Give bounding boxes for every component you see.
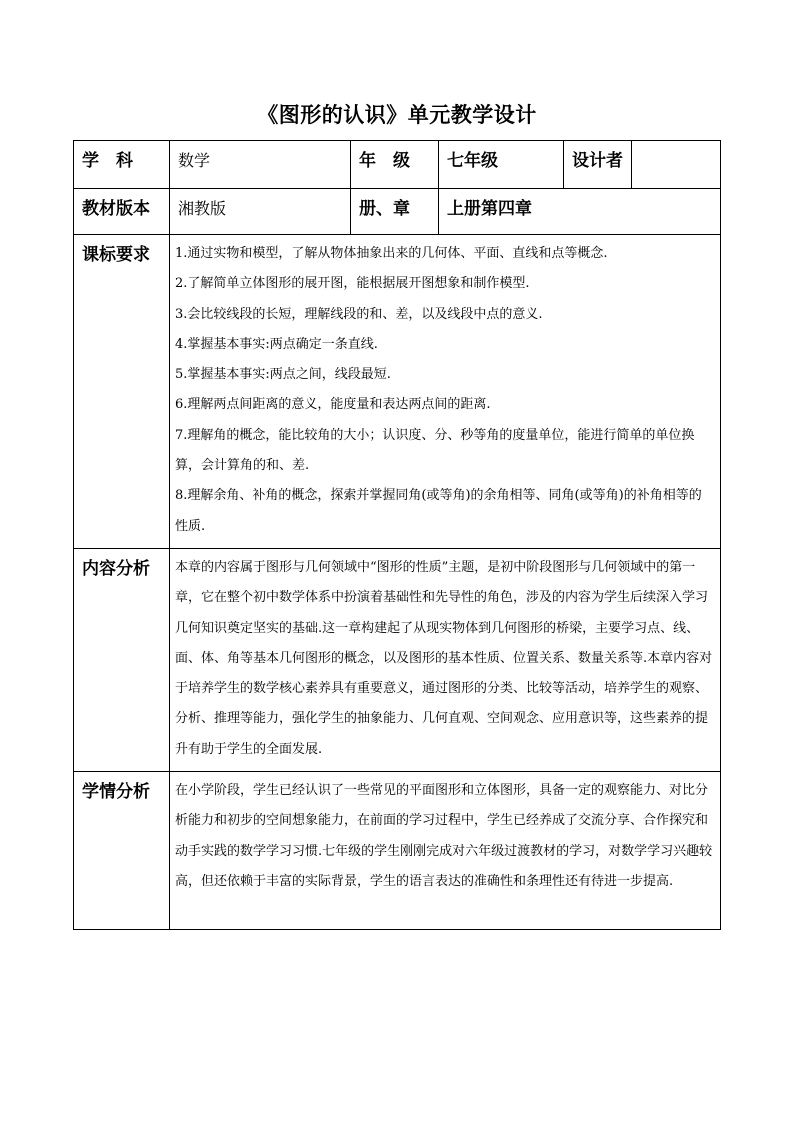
standards-item: 5.掌握基本事实:两点之间，线段最短. <box>175 367 391 383</box>
learner-analysis-text: 在小学阶段，学生已经认识了一些常见的平面图形和立体图形，具备一定的观察能力、对比分析能力和初步的空间想象能力，在前面的学习过程中，学生已经养成了交流分享、合作探究和动手实践的数学学习习惯.七年级的学生刚刚完成对六年级过渡教材的学习，对数学学习兴趣较高，但还依赖于丰富的实际背景，学生的语言表达的准确性和条理性还有待进一步提高. <box>170 772 721 930</box>
version-value: 湘教版 <box>170 189 351 235</box>
subject-label: 学 科 <box>74 141 170 189</box>
volume-label: 册、章 <box>351 189 439 235</box>
standards-content <box>170 235 721 549</box>
document-title: 《图形的认识》单元教学设计 <box>257 102 537 127</box>
standards-row <box>74 235 721 549</box>
standards-item: 1.通过实物和模型，了解从物体抽象出来的几何体、平面、直线和点等概念. <box>175 246 608 261</box>
grade-label: 年 级 <box>351 141 439 189</box>
lesson-design-table <box>73 140 721 930</box>
standards-item: 6.理解两点间距离的意义，能度量和表达两点间的距离. <box>175 397 491 413</box>
standards-item: 7.理解角的概念，能比较角的大小；认识度、分、秒等角的度量单位，能进行简单的单位换算，会计算角的和、差. <box>175 427 695 474</box>
standards-label: 课标要求 <box>74 235 170 549</box>
header-row <box>74 141 721 189</box>
learner-analysis-label: 学情分析 <box>74 772 170 930</box>
content-analysis-label: 内容分析 <box>74 548 170 771</box>
standards-item: 3.会比较线段的长短，理解线段的和、差，以及线段中点的意义. <box>175 306 543 322</box>
grade-value: 七年级 <box>439 141 564 189</box>
subject-value: 数学 <box>170 141 351 189</box>
designer-label: 设计者 <box>564 141 632 189</box>
content-analysis-row <box>74 548 721 771</box>
standards-item: 8.理解余角、补角的概念，探索并掌握同角(或等角)的余角相等、同角(或等角)的补角相等的性质. <box>175 488 702 534</box>
content-analysis-text: 本章的内容属于图形与几何领域中“图形的性质”主题，是初中阶段图形与几何领域中的第一章，它在整个初中数学体系中扮演着基础性和先导性的角色，涉及的内容为学生后续深入学习几何知识奠定坚实的基础.这一章构建起了从现实物体到几何图形的桥梁，主要学习点、线、面、体、角等基本几何图形的概念，以及图形的基本性质、位置关系、数量关系等.本章内容对于培养学生的数学核心素养具有重要意义，通过图形的分类、比较等活动，培养学生的观察、分析、推理等能力，强化学生的抽象能力、几何直观、空间观念、应用意识等，这些素养的提升有助于学生的全面发展. <box>170 548 721 771</box>
volume-value: 上册第四章 <box>439 189 721 235</box>
designer-value <box>632 141 721 189</box>
learner-analysis-row <box>74 772 721 930</box>
standards-item: 2.了解简单立体图形的展开图，能根据展开图想象和制作模型. <box>175 276 530 292</box>
version-label: 教材版本 <box>74 189 170 235</box>
version-row <box>74 189 721 235</box>
standards-item: 4.掌握基本事实:两点确定一条直线. <box>175 336 378 352</box>
